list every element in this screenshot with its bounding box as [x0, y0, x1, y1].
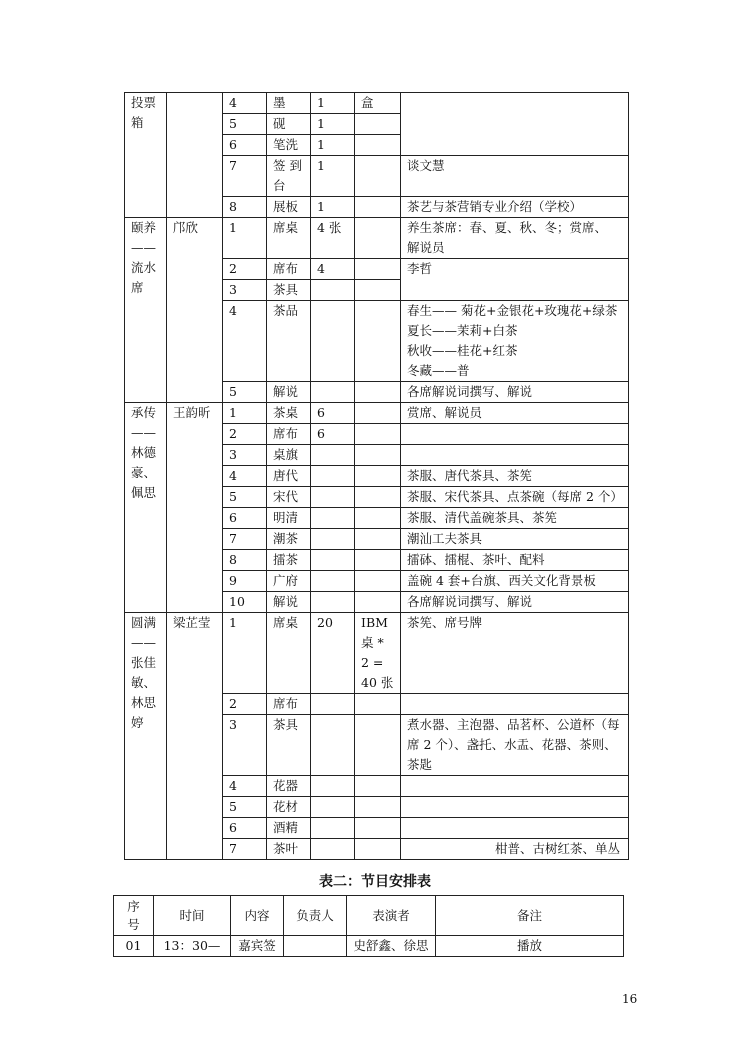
unit-cell [355, 797, 401, 818]
note-cell [401, 797, 629, 818]
unit-cell [355, 197, 401, 218]
item-name-cell: 墨 [267, 93, 311, 114]
unit-cell [355, 529, 401, 550]
item-name-cell: 席桌 [267, 613, 311, 694]
item-number-cell: 6 [223, 818, 267, 839]
unit-cell [355, 487, 401, 508]
item-name-cell: 擂茶 [267, 550, 311, 571]
table-cell [284, 936, 347, 957]
item-number-cell: 3 [223, 280, 267, 301]
person-cell: 王韵昕 [167, 403, 223, 613]
column-header: 表演者 [347, 896, 436, 936]
table-row [125, 613, 629, 694]
unit-cell [355, 776, 401, 797]
note-cell: 茶艺与茶营销专业介绍（学校） [401, 197, 629, 218]
item-number-cell: 1 [223, 613, 267, 694]
item-name-cell: 宋代 [267, 487, 311, 508]
column-header: 序 号 [114, 896, 154, 936]
quantity-cell [311, 550, 355, 571]
item-name-cell: 展板 [267, 197, 311, 218]
person-cell: 邝欣 [167, 218, 223, 403]
unit-cell [355, 156, 401, 197]
table-cell: 01 [114, 936, 154, 957]
quantity-cell: 4 张 [311, 218, 355, 259]
item-number-cell: 7 [223, 529, 267, 550]
note-cell [401, 445, 629, 466]
unit-cell [355, 839, 401, 860]
quantity-cell [311, 508, 355, 529]
item-name-cell: 广府 [267, 571, 311, 592]
quantity-cell [311, 529, 355, 550]
unit-cell [355, 403, 401, 424]
item-number-cell: 5 [223, 114, 267, 135]
item-number-cell: 8 [223, 197, 267, 218]
item-name-cell: 唐代 [267, 466, 311, 487]
quantity-cell: 6 [311, 403, 355, 424]
item-name-cell: 解说 [267, 382, 311, 403]
unit-cell [355, 280, 401, 301]
item-number-cell: 9 [223, 571, 267, 592]
note-cell: 李哲 [401, 259, 629, 301]
item-number-cell: 2 [223, 259, 267, 280]
person-cell [167, 93, 223, 218]
note-cell: 养生茶席：春、夏、秋、冬；赏席、 解说员 [401, 218, 629, 259]
unit-cell [355, 550, 401, 571]
table-cell: 13：30— [154, 936, 231, 957]
item-number-cell: 7 [223, 156, 267, 197]
column-header: 时间 [154, 896, 231, 936]
unit-cell [355, 114, 401, 135]
item-name-cell: 席布 [267, 259, 311, 280]
table-cell: 史舒鑫、徐思 [347, 936, 436, 957]
item-number-cell: 2 [223, 694, 267, 715]
unit-cell [355, 694, 401, 715]
table-row [125, 403, 629, 424]
column-header: 负责人 [284, 896, 347, 936]
note-cell: 各席解说词撰写、解说 [401, 592, 629, 613]
unit-cell: IBM 桌 * 2 = 40 张 [355, 613, 401, 694]
quantity-cell: 20 [311, 613, 355, 694]
item-number-cell: 4 [223, 93, 267, 114]
unit-cell [355, 301, 401, 382]
quantity-cell [311, 818, 355, 839]
materials-table [124, 92, 629, 860]
quantity-cell [311, 797, 355, 818]
table-cell: 播放 [436, 936, 624, 957]
item-name-cell: 解说 [267, 592, 311, 613]
item-name-cell: 酒精 [267, 818, 311, 839]
item-name-cell: 席布 [267, 694, 311, 715]
table-row [125, 93, 629, 114]
unit-cell [355, 592, 401, 613]
item-number-cell: 10 [223, 592, 267, 613]
column-header: 内容 [231, 896, 284, 936]
quantity-cell: 1 [311, 135, 355, 156]
item-number-cell: 5 [223, 382, 267, 403]
item-name-cell: 席桌 [267, 218, 311, 259]
item-number-cell: 4 [223, 466, 267, 487]
item-number-cell: 6 [223, 135, 267, 156]
unit-cell [355, 424, 401, 445]
item-name-cell: 茶桌 [267, 403, 311, 424]
quantity-cell [311, 571, 355, 592]
header-row [114, 896, 624, 936]
item-name-cell: 笔洗 [267, 135, 311, 156]
note-cell: 茶服、宋代茶具、点茶碗（每席 2 个） [401, 487, 629, 508]
unit-cell [355, 445, 401, 466]
table-row [114, 936, 624, 957]
category-cell: 投票 箱 [125, 93, 167, 218]
unit-cell [355, 508, 401, 529]
item-number-cell: 3 [223, 715, 267, 776]
item-number-cell: 3 [223, 445, 267, 466]
note-cell [401, 93, 629, 156]
note-cell: 谈文慧 [401, 156, 629, 197]
item-name-cell: 茶具 [267, 280, 311, 301]
item-number-cell: 2 [223, 424, 267, 445]
person-cell: 梁芷莹 [167, 613, 223, 860]
item-name-cell: 桌旗 [267, 445, 311, 466]
table-row [125, 218, 629, 259]
unit-cell [355, 135, 401, 156]
note-cell: 茶筅、席号牌 [401, 613, 629, 694]
quantity-cell: 1 [311, 156, 355, 197]
item-number-cell: 5 [223, 797, 267, 818]
item-number-cell: 5 [223, 487, 267, 508]
item-name-cell: 花材 [267, 797, 311, 818]
unit-cell [355, 571, 401, 592]
item-number-cell: 7 [223, 839, 267, 860]
quantity-cell: 1 [311, 93, 355, 114]
item-number-cell: 6 [223, 508, 267, 529]
table2-title: 表二：节目安排表 [319, 874, 431, 890]
item-number-cell: 4 [223, 301, 267, 382]
note-cell: 盖碗 4 套+台旗、西关文化背景板 [401, 571, 629, 592]
item-name-cell: 签 到 台 [267, 156, 311, 197]
quantity-cell [311, 280, 355, 301]
unit-cell [355, 218, 401, 259]
item-name-cell: 潮茶 [267, 529, 311, 550]
unit-cell [355, 818, 401, 839]
quantity-cell [311, 445, 355, 466]
unit-cell [355, 715, 401, 776]
quantity-cell [311, 694, 355, 715]
quantity-cell: 1 [311, 114, 355, 135]
category-cell: 颐养 —— 流水 席 [125, 218, 167, 403]
item-number-cell: 4 [223, 776, 267, 797]
quantity-cell [311, 487, 355, 508]
column-header: 备注 [436, 896, 624, 936]
note-cell [401, 776, 629, 797]
item-name-cell: 茶叶 [267, 839, 311, 860]
quantity-cell [311, 382, 355, 403]
quantity-cell: 6 [311, 424, 355, 445]
category-cell: 承传 —— 林德 豪、 佩思 [125, 403, 167, 613]
note-cell: 各席解说词撰写、解说 [401, 382, 629, 403]
unit-cell [355, 259, 401, 280]
note-cell: 茶服、唐代茶具、茶筅 [401, 466, 629, 487]
unit-cell [355, 382, 401, 403]
unit-cell [355, 466, 401, 487]
item-name-cell: 明清 [267, 508, 311, 529]
quantity-cell [311, 301, 355, 382]
quantity-cell [311, 715, 355, 776]
note-cell: 潮汕工夫茶具 [401, 529, 629, 550]
item-number-cell: 1 [223, 218, 267, 259]
quantity-cell [311, 466, 355, 487]
quantity-cell: 4 [311, 259, 355, 280]
note-cell: 煮水器、主泡器、品茗杯、公道杯（每 席 2 个）、盏托、水盂、花器、茶则、 茶匙 [401, 715, 629, 776]
note-cell: 柑普、古树红茶、单丛 [401, 839, 629, 860]
note-cell [401, 818, 629, 839]
page-number: 16 [622, 992, 638, 1006]
program-schedule-table [113, 895, 624, 957]
note-cell [401, 694, 629, 715]
note-cell: 茶服、清代盖碗茶具、茶筅 [401, 508, 629, 529]
item-name-cell: 花器 [267, 776, 311, 797]
item-name-cell: 席布 [267, 424, 311, 445]
item-name-cell: 砚 [267, 114, 311, 135]
note-cell [401, 424, 629, 445]
note-cell: 春生—— 菊花+金银花+玫瑰花+绿茶 夏长——茉莉+白茶 秋收——桂花+红茶 冬藏——普 [401, 301, 629, 382]
note-cell: 擂砵、擂棍、茶叶、配料 [401, 550, 629, 571]
item-name-cell: 茶具 [267, 715, 311, 776]
item-number-cell: 1 [223, 403, 267, 424]
unit-cell: 盒 [355, 93, 401, 114]
item-number-cell: 8 [223, 550, 267, 571]
quantity-cell [311, 776, 355, 797]
quantity-cell: 1 [311, 197, 355, 218]
table-cell: 嘉宾签 [231, 936, 284, 957]
quantity-cell [311, 592, 355, 613]
quantity-cell [311, 839, 355, 860]
category-cell: 圆满 —— 张佳 敏、 林思 婷 [125, 613, 167, 860]
note-cell: 赏席、解说员 [401, 403, 629, 424]
item-name-cell: 茶品 [267, 301, 311, 382]
